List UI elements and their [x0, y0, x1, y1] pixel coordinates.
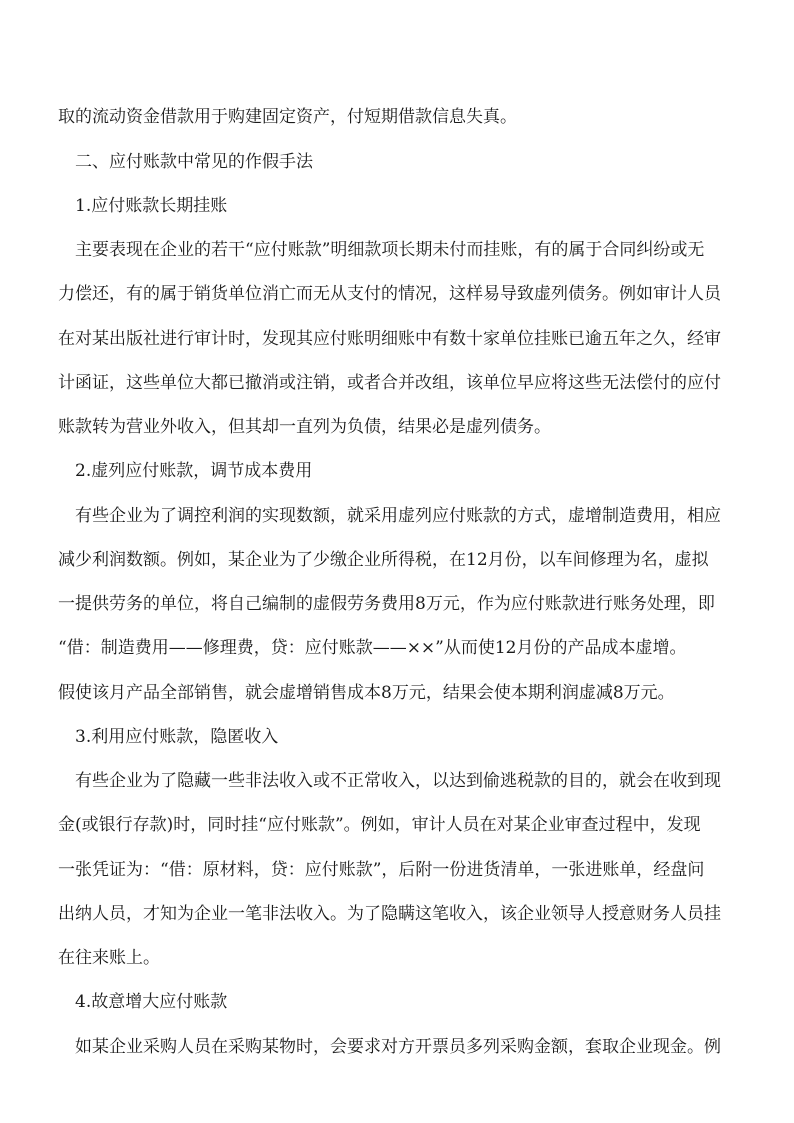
paragraph-line: 出纳人员，才知为企业一笔非法收入。为了隐瞒这笔收入，该企业领导人授意财务人员挂 — [58, 904, 721, 924]
paragraph-line: 有些企业为了隐藏一些非法收入或不正常收入，以达到偷逃税款的目的，就会在收到现 — [75, 771, 721, 791]
paragraph-line: 一提供劳务的单位，将自己编制的虚假劳务费用8万元，作为应付账款进行账务处理，即 — [58, 594, 715, 614]
paragraph-line: 计函证，这些单位大都已撤消或注销，或者合并改组，该单位早应将这些无法偿付的应付 — [58, 373, 721, 393]
paragraph-line: 在往来账上。 — [58, 948, 160, 968]
paragraph-line: 账款转为营业外收入，但其却一直列为负债，结果必是虚列债务。 — [58, 417, 551, 437]
paragraph-line: 有些企业为了调控利润的实现数额，就采用虚列应付账款的方式，虚增制造费用，相应 — [75, 506, 721, 526]
paragraph-line: 在对某出版社进行审计时，发现其应付账明细账中有数十家单位挂账已逾五年之久，经审 — [58, 329, 721, 349]
paragraph-line: 金(或银行存款)时，同时挂“应付账款”。例如，审计人员在对某企业审查过程中，发现 — [58, 815, 701, 835]
paragraph-line: “借：制造费用——修理费，贷：应付账款——××”从而使12月份的产品成本虚增。 — [58, 638, 687, 658]
paragraph-line: 取的流动资金借款用于购建固定资产，付短期借款信息失真。 — [58, 107, 517, 127]
paragraph-line: 力偿还，有的属于销货单位消亡而无从支付的情况，这样易导致虚列债务。例如审计人员 — [58, 284, 721, 304]
subsection-heading: 4.故意增大应付账款 — [75, 992, 228, 1012]
paragraph-line: 主要表现在企业的若干“应付账款”明细款项长期未付而挂账，有的属于合同纠纷或无 — [75, 240, 705, 260]
subsection-heading: 2.虚列应付账款，调节成本费用 — [75, 461, 313, 481]
paragraph-line: 减少利润数额。例如，某企业为了少缴企业所得税，在12月份，以车间修理为名，虚拟 — [58, 550, 709, 570]
paragraph-line: 一张凭证为：“借：原材料，贷：应付账款”，后附一份进货清单，一张进账单，经盘问 — [58, 860, 705, 880]
subsection-heading: 1.应付账款长期挂账 — [75, 196, 228, 216]
paragraph-line: 如某企业采购人员在采购某物时，会要求对方开票员多列采购金额，套取企业现金。例 — [75, 1037, 721, 1057]
section-heading: 二、应付账款中常见的作假手法 — [75, 152, 313, 172]
subsection-heading: 3.利用应付账款，隐匿收入 — [75, 727, 279, 747]
paragraph-line: 假使该月产品全部销售，就会虚增销售成本8万元，结果会使本期利润虚减8万元。 — [58, 683, 675, 703]
